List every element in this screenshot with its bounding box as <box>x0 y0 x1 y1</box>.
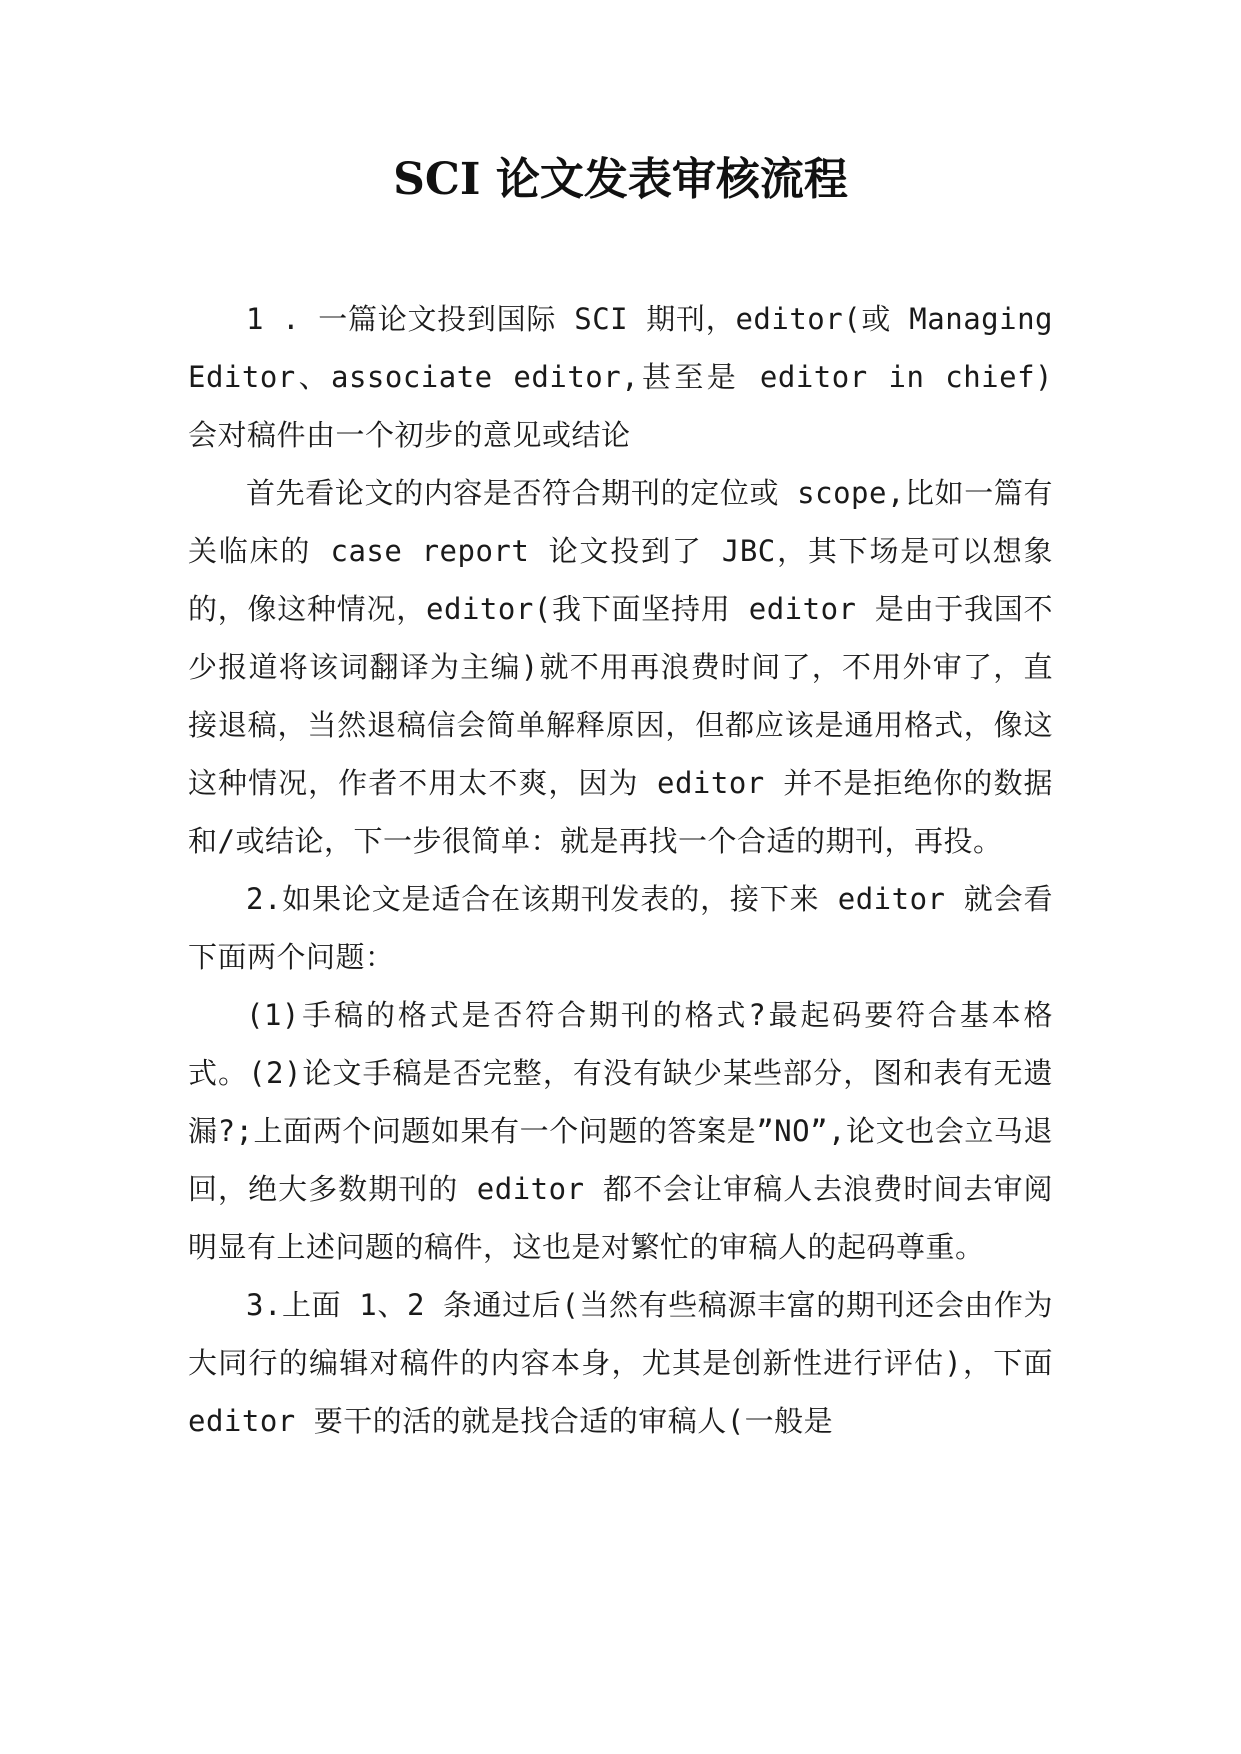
paragraph-5: 3.上面 1、2 条通过后(当然有些稿源丰富的期刊还会由作为大同行的编辑对稿件的内容本身，尤其是创新性进行评估)，下面 editor 要干的活的就是找合适的审稿人(一般是 <box>188 1288 1053 1438</box>
paragraph-1: 1 . 一篇论文投到国际 SCI 期刊，editor(或 Managing Editor、associate editor,甚至是 editor in chief)会对稿件由一个初步的意见或结论 <box>188 302 1053 452</box>
paragraph-4: (1)手稿的格式是否符合期刊的格式?最起码要符合基本格式。(2)论文手稿是否完整，有没有缺少某些部分，图和表有无遗漏?;上面两个问题如果有一个问题的答案是”NO”,论文也会立马退回，绝大多数期刊的 editor 都不会让审稿人去浪费时间去审阅明显有上述问题的稿件，这也是对繁忙的审稿人的起码尊重。 <box>188 998 1053 1264</box>
document-title: SCI 论文发表审核流程 <box>393 154 848 205</box>
document-body <box>188 290 1053 1450</box>
paragraph-2: 首先看论文的内容是否符合期刊的定位或 scope,比如一篇有关临床的 case report 论文投到了 JBC，其下场是可以想象的，像这种情况，editor(我下面坚持用 editor 是由于我国不少报道将该词翻译为主编)就不用再浪费时间了，不用外审了，直接退稿，当然退稿信会简单解释原因，但都应该是通用格式，像这这种情况，作者不用太不爽，因为 editor 并不是拒绝你的数据和/或结论，下一步很简单：就是再找一个合适的期刊，再投。 <box>188 476 1053 858</box>
paragraph-3: 2.如果论文是适合在该期刊发表的，接下来 editor 就会看下面两个问题： <box>188 882 1053 974</box>
